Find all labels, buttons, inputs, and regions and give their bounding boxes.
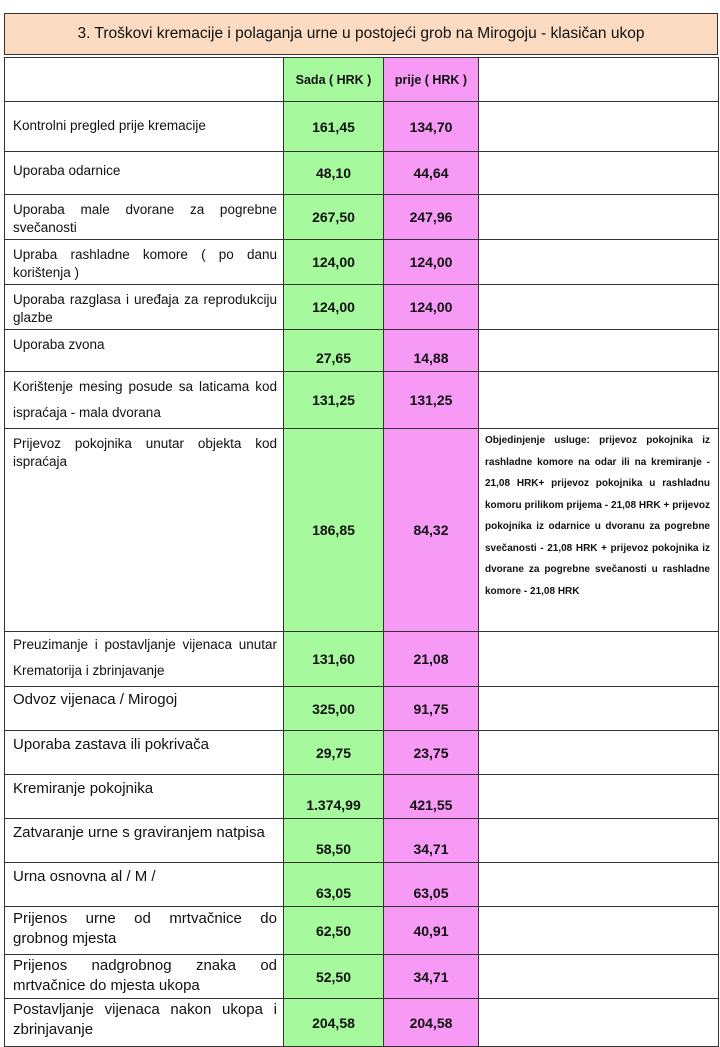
header-previous: prije ( HRK ): [384, 58, 479, 102]
table-row: [5, 102, 719, 152]
price-previous: 204,58: [384, 999, 479, 1047]
price-previous: 84,32: [384, 429, 479, 632]
price-previous: 34,71: [384, 955, 479, 999]
item-name: Upraba rashladne komore ( po danu korištenja ): [5, 240, 284, 285]
price-now: 63,05: [284, 863, 384, 907]
item-name: Uporaba zvona: [5, 330, 284, 372]
table-row: [5, 632, 719, 687]
price-now: 325,00: [284, 687, 384, 731]
section-title: [4, 13, 718, 55]
price-table: [4, 57, 719, 1047]
row-note: [479, 687, 719, 731]
row-note: [479, 102, 719, 152]
price-previous: 134,70: [384, 102, 479, 152]
price-now: 1.374,99: [284, 775, 384, 819]
price-previous: 63,05: [384, 863, 479, 907]
price-now: 52,50: [284, 955, 384, 999]
row-note: [479, 775, 719, 819]
price-previous: 23,75: [384, 731, 479, 775]
price-previous: 124,00: [384, 240, 479, 285]
header-now: Sada ( HRK ): [284, 58, 384, 102]
row-note: [479, 330, 719, 372]
table-row: [5, 819, 719, 863]
row-note: [479, 819, 719, 863]
item-name: Uporaba male dvorane za pogrebne svečanosti: [5, 195, 284, 240]
row-note: [479, 863, 719, 907]
section-title-text: 3. Troškovi kremacije i polaganja urne u postojeći grob na Mirogoju - klasičan ukop: [77, 25, 645, 42]
price-previous: 421,55: [384, 775, 479, 819]
table-row: [5, 775, 719, 819]
table-row: [5, 907, 719, 955]
price-now: 58,50: [284, 819, 384, 863]
price-now: 131,60: [284, 632, 384, 687]
price-previous: 124,00: [384, 285, 479, 330]
price-now: 186,85: [284, 429, 384, 632]
row-note: [479, 632, 719, 687]
item-name: Odvoz vijenaca / Mirogoj: [5, 687, 284, 731]
header-note: [479, 58, 719, 102]
price-now: 267,50: [284, 195, 384, 240]
row-note: [479, 195, 719, 240]
price-previous: 44,64: [384, 152, 479, 195]
price-now: 29,75: [284, 731, 384, 775]
row-note: [479, 731, 719, 775]
table-row: [5, 285, 719, 330]
price-now: 27,65: [284, 330, 384, 372]
price-now: 204,58: [284, 999, 384, 1047]
item-name: Postavljanje vijenaca nakon ukopa i zbrinjavanje: [5, 999, 284, 1047]
item-name: Urna osnovna al / M /: [5, 863, 284, 907]
row-note: [479, 372, 719, 429]
table-row: [5, 955, 719, 999]
header-item: [5, 58, 284, 102]
item-name: Zatvaranje urne s graviranjem natpisa: [5, 819, 284, 863]
price-now: 62,50: [284, 907, 384, 955]
table-row: [5, 240, 719, 285]
item-name: Prijevoz pokojnika unutar objekta kod ispraćaja: [5, 429, 284, 632]
table-row: [5, 863, 719, 907]
table-row: [5, 372, 719, 429]
row-note: [479, 240, 719, 285]
table-row: [5, 152, 719, 195]
table-row: [5, 999, 719, 1047]
table-row: [5, 429, 719, 632]
row-note: [479, 955, 719, 999]
row-note-text: Objedinjenje usluge: prijevoz pokojnika iz rashladne komore na odar ili na kremiranje - 21,08 HRK+ prijevoz pokojnika u rashladnu komoru prilikom prijema - 21,08 HRK + prijevoz pokojnika iz odarnice u dvoranu za pogrebne svečanosti - 21,08 HRK + prijevoz pokojnika iz dvorane za pogrebne svečanosti u rashladne komore - 21,08 HRK: [485, 435, 710, 597]
price-now: 161,45: [284, 102, 384, 152]
price-now: 131,25: [284, 372, 384, 429]
item-name: Korištenje mesing posude sa laticama kod ispraćaja - mala dvorana: [5, 372, 284, 429]
row-note: [479, 152, 719, 195]
item-name: Preuzimanje i postavljanje vijenaca unutar Krematorija i zbrinjavanje: [5, 632, 284, 687]
price-now: 124,00: [284, 240, 384, 285]
price-previous: 14,88: [384, 330, 479, 372]
header-row: [5, 58, 719, 102]
item-name: Prijenos nadgrobnog znaka od mrtvačnice do mjesta ukopa: [5, 955, 284, 999]
row-note: [479, 429, 719, 632]
item-name: Prijenos urne od mrtvačnice do grobnog mjesta: [5, 907, 284, 955]
item-name: Kremiranje pokojnika: [5, 775, 284, 819]
item-name: Kontrolni pregled prije kremacije: [5, 102, 284, 152]
price-previous: 131,25: [384, 372, 479, 429]
item-name: Uporaba odarnice: [5, 152, 284, 195]
row-note: [479, 285, 719, 330]
item-name: Uporaba razglasa i uređaja za reprodukciju glazbe: [5, 285, 284, 330]
item-name: Uporaba zastava ili pokrivača: [5, 731, 284, 775]
row-note: [479, 907, 719, 955]
price-previous: 247,96: [384, 195, 479, 240]
price-now: 124,00: [284, 285, 384, 330]
table-row: [5, 330, 719, 372]
price-sheet: [4, 13, 718, 1047]
price-previous: 21,08: [384, 632, 479, 687]
price-now: 48,10: [284, 152, 384, 195]
table-row: [5, 687, 719, 731]
price-previous: 91,75: [384, 687, 479, 731]
price-previous: 40,91: [384, 907, 479, 955]
row-note: [479, 999, 719, 1047]
price-previous: 34,71: [384, 819, 479, 863]
table-row: [5, 195, 719, 240]
table-row: [5, 731, 719, 775]
